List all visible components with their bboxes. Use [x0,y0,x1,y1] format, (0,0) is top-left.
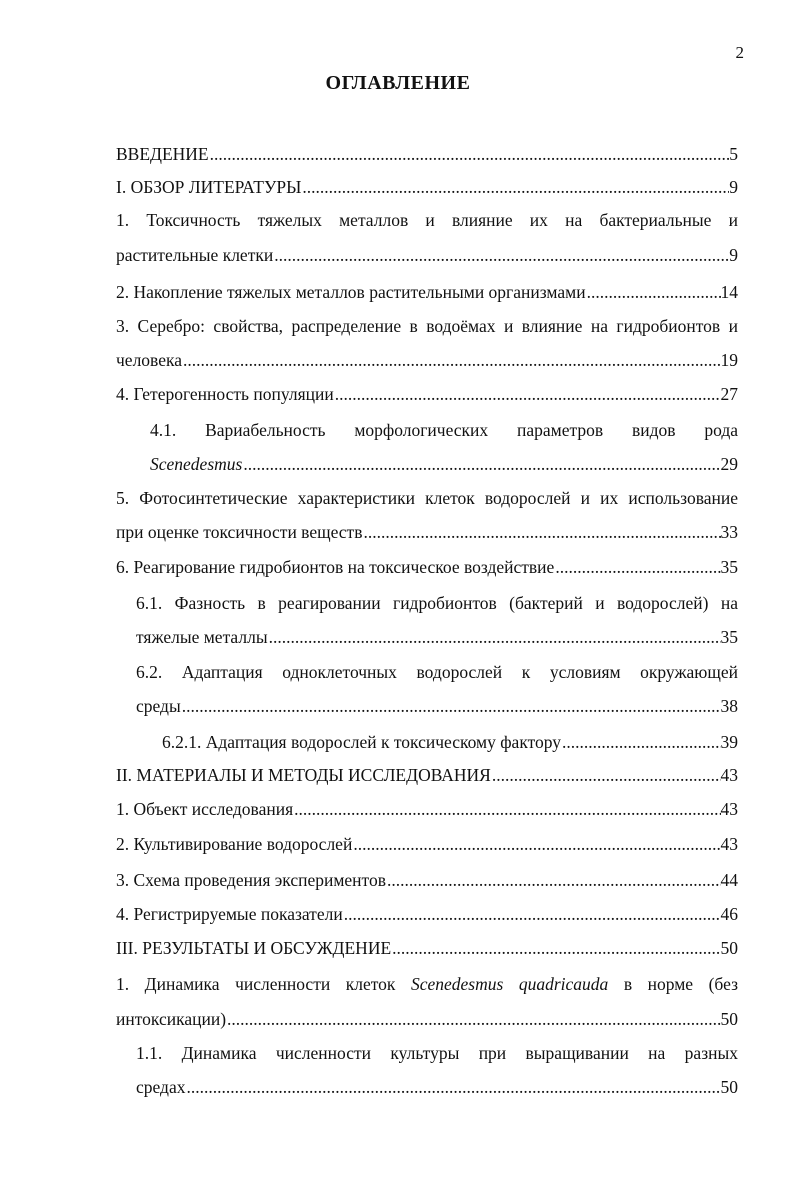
toc-entry-results-1-1-line1: 1.1. Динамика численности культуры при выращивании на разных [136,1043,738,1063]
leader-dots [491,763,721,787]
leader-dots [343,902,721,926]
leader-dots [268,625,721,649]
leader-dots [301,175,729,199]
leader-dots [362,520,720,544]
toc-entry-6-2-line1: 6.2. Адаптация одноклеточных водорослей к условиям окружающей [136,662,738,682]
toc-entry-6-2-1[interactable]: 6.2.1. Адаптация водорослей к токсическому фактору ..... 39 [162,730,738,754]
toc-entry-results-1-1[interactable]: средах ..... 50 [136,1075,738,1099]
leader-dots [181,694,721,718]
toc-entry-3-line1: 3. Серебро: свойства, распределение в водоёмах и влияние на гидробионтов и [116,316,738,336]
leader-dots [226,1007,720,1031]
toc-entry-intro[interactable]: ВВЕДЕНИЕ ..... 5 [116,142,738,166]
leader-dots [293,797,720,821]
leader-dots [273,243,729,267]
leader-dots [182,348,721,372]
toc-entry-results-1[interactable]: интоксикации) ..... 50 [116,1007,738,1031]
toc-entry-6-1[interactable]: тяжелые металлы ..... 35 [136,625,738,649]
leader-dots [242,452,720,476]
leader-dots [334,382,721,406]
toc-entry-6-2[interactable]: среды ..... 38 [136,694,738,718]
leader-dots [561,730,720,754]
toc-title: ОГЛАВЛЕНИЕ [325,72,471,94]
leader-dots [554,555,720,579]
toc-entry-2[interactable]: 2. Накопление тяжелых металлов растительными организмами ..... 14 [116,280,738,304]
toc-entry-chapter-3[interactable]: III. РЕЗУЛЬТАТЫ И ОБСУЖДЕНИЕ ..... 50 [116,936,738,960]
toc-entry-methods-3[interactable]: 3. Схема проведения экспериментов ..... 44 [116,868,738,892]
leader-dots [209,142,730,166]
page-number: 2 [735,43,744,62]
toc-entry-methods-2[interactable]: 2. Культивирование водорослей ..... 43 [116,832,738,856]
toc-entry-1-line1: 1. Токсичность тяжелых металлов и влияние их на бактериальные и [116,210,738,230]
toc-entry-3[interactable]: человека ..... 19 [116,348,738,372]
toc-entry-4[interactable]: 4. Гетерогенность популяции ..... 27 [116,382,738,406]
toc-entry-5[interactable]: при оценке токсичности веществ ..... 33 [116,520,738,544]
toc-entry-results-1-line1: 1. Динамика численности клеток Scenedesmus quadricauda в норме (без [116,974,739,994]
toc-entry-methods-4[interactable]: 4. Регистрируемые показатели ..... 46 [116,902,738,926]
toc-entry-chapter-2[interactable]: II. МАТЕРИАЛЫ И МЕТОДЫ ИССЛЕДОВАНИЯ ..... 43 [116,763,738,787]
toc-entry-5-line1: 5. Фотосинтетические характеристики клеток водорослей и их использование [116,488,738,508]
leader-dots [386,868,721,892]
leader-dots [391,936,720,960]
leader-dots [586,280,721,304]
leader-dots [352,832,720,856]
toc-entry-methods-1[interactable]: 1. Объект исследования ..... 43 [116,797,738,821]
toc-entry-6[interactable]: 6. Реагирование гидробионтов на токсическое воздействие ..... 35 [116,555,738,579]
toc-entry-chapter-1[interactable]: I. ОБЗОР ЛИТЕРАТУРЫ ..... 9 [116,175,738,199]
toc-entry-4-1[interactable]: Scenedesmus ..... 29 [150,452,738,476]
toc-entry-1[interactable]: растительные клетки ..... 9 [116,243,738,267]
toc-entry-4-1-line1: 4.1. Вариабельность морфологических параметров видов рода [150,420,738,440]
toc-entry-6-1-line1: 6.1. Фазность в реагировании гидробионтов (бактерий и водорослей) на [136,593,738,613]
leader-dots [185,1075,720,1099]
